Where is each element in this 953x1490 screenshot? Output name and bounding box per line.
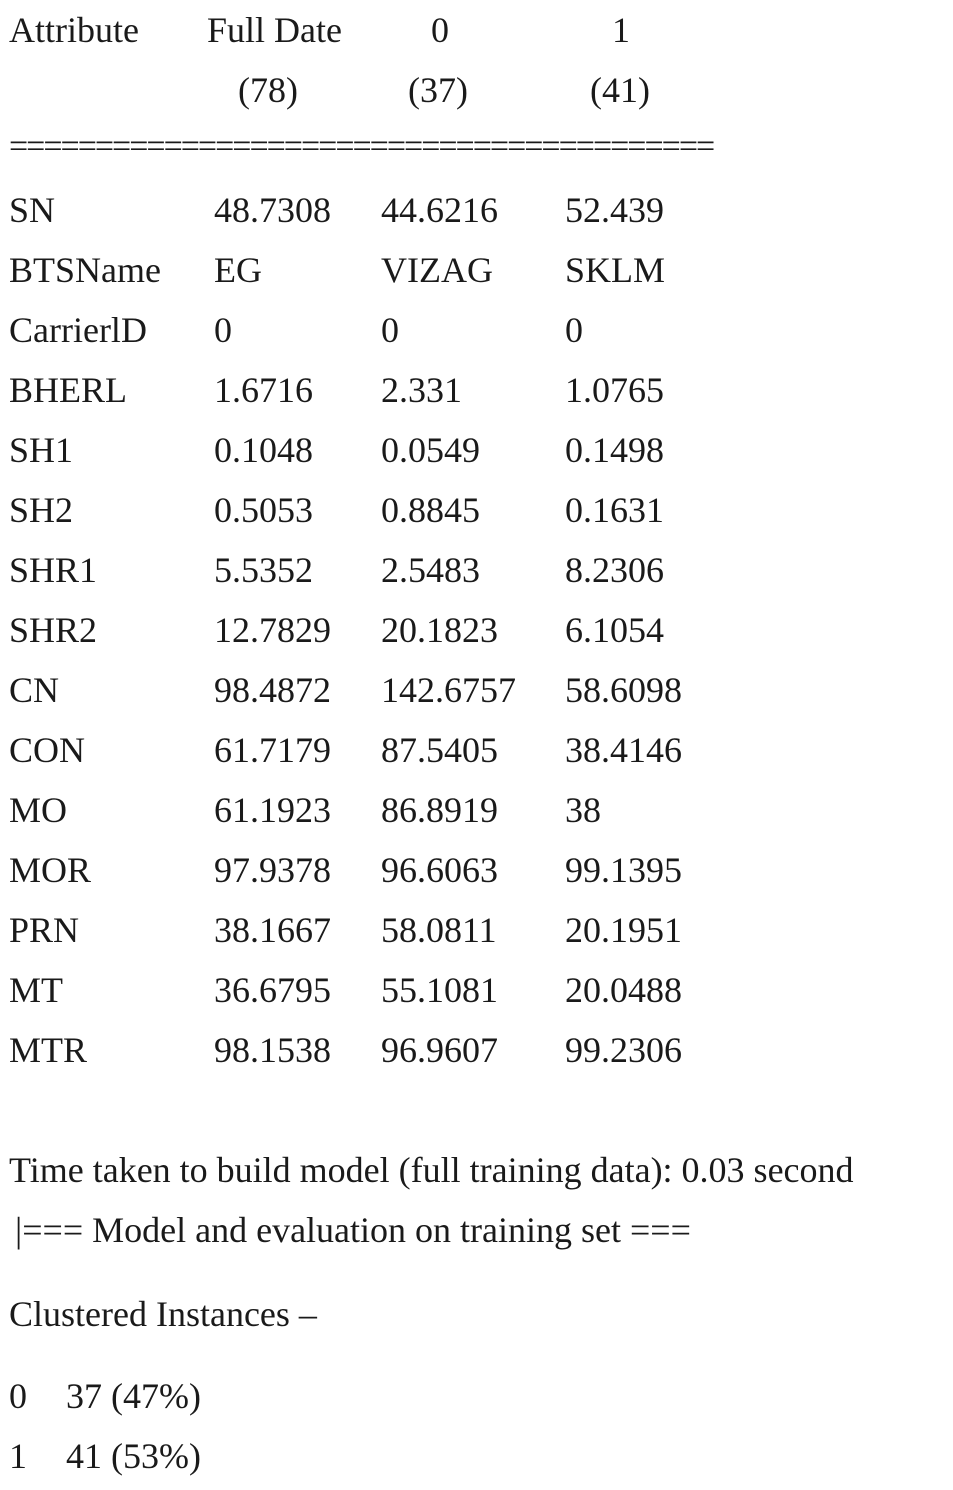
table-row [0, 972, 953, 1012]
cluster-1-value: 8.2306 [565, 550, 664, 590]
cluster-1-value: 58.6098 [565, 670, 682, 710]
cluster-0-value: 0.0549 [381, 430, 480, 470]
cluster-0-value: 0.8845 [381, 490, 480, 530]
full-data-value: 38.1667 [214, 910, 331, 950]
full-data-value: 1.6716 [214, 370, 313, 410]
attribute-name: SHR2 [9, 610, 98, 650]
full-data-value: 97.9378 [214, 850, 331, 890]
table-row [0, 612, 953, 652]
cluster-0-value: 20.1823 [381, 610, 498, 650]
attribute-name: MO [9, 790, 68, 830]
full-data-value: 61.7179 [214, 730, 331, 770]
table-row [0, 852, 953, 892]
header-cluster-0: 0 [431, 10, 449, 50]
attribute-name: CON [9, 730, 86, 770]
cluster-summary: 37 (47%) [66, 1376, 201, 1416]
header-full-data: Full Date [207, 10, 342, 50]
table-row [0, 912, 953, 952]
cluster-0-value: 55.1081 [381, 970, 498, 1010]
cluster-1-value: SKLM [565, 250, 666, 290]
clustered-instances-label: Clustered Instances – [9, 1294, 317, 1334]
full-data-value: 48.7308 [214, 190, 331, 230]
count-full-data: (78) [238, 70, 298, 110]
cluster-1-value: 0.1498 [565, 430, 664, 470]
full-data-value: 0.5053 [214, 490, 313, 530]
table-row [0, 432, 953, 472]
table-row [0, 252, 953, 292]
cluster-0-value: 96.6063 [381, 850, 498, 890]
attribute-name: SHR1 [9, 550, 98, 590]
attribute-name: CN [9, 670, 60, 710]
attribute-name: SN [9, 190, 56, 230]
table-row [0, 372, 953, 412]
full-data-value: 0.1048 [214, 430, 313, 470]
cluster-1-value: 6.1054 [565, 610, 664, 650]
cluster-1-value: 20.0488 [565, 970, 682, 1010]
full-data-value: 5.5352 [214, 550, 313, 590]
time-taken-line: Time taken to build model (full training data): 0.03 second [9, 1150, 854, 1190]
table-row [0, 1032, 953, 1072]
evaluation-heading: |=== Model and evaluation on training set === [15, 1210, 691, 1250]
table-row [0, 312, 953, 352]
cluster-1-value: 38.4146 [565, 730, 682, 770]
full-data-value: 98.1538 [214, 1030, 331, 1070]
attribute-name: CarrierlD [9, 310, 147, 350]
full-data-value: 36.6795 [214, 970, 331, 1010]
cluster-id: 0 [9, 1376, 27, 1416]
cluster-1-value: 20.1951 [565, 910, 682, 950]
count-cluster-1: (41) [590, 70, 650, 110]
table-row [0, 672, 953, 712]
cluster-1-value: 52.439 [565, 190, 664, 230]
full-data-value: 12.7829 [214, 610, 331, 650]
attribute-name: SH1 [9, 430, 74, 470]
attribute-name: MT [9, 970, 63, 1010]
attribute-name: SH2 [9, 490, 74, 530]
attribute-name: MTR [9, 1030, 88, 1070]
table-row [0, 552, 953, 592]
full-data-value: 0 [214, 310, 232, 350]
count-cluster-0: (37) [408, 70, 468, 110]
full-data-value: 61.1923 [214, 790, 331, 830]
cluster-0-value: 142.6757 [381, 670, 516, 710]
cluster-1-value: 1.0765 [565, 370, 664, 410]
attribute-name: BHERL [9, 370, 128, 410]
cluster-0-value: 87.5405 [381, 730, 498, 770]
attribute-name: MOR [9, 850, 92, 890]
table-row [0, 492, 953, 532]
cluster-0-value: 86.8919 [381, 790, 498, 830]
cluster-0-value: 2.331 [381, 370, 462, 410]
attribute-name: PRN [9, 910, 80, 950]
cluster-1-value: 0.1631 [565, 490, 664, 530]
table-row [0, 732, 953, 772]
cluster-1-value: 99.2306 [565, 1030, 682, 1070]
cluster-0-value: 96.9607 [381, 1030, 498, 1070]
cluster-0-value: 0 [381, 310, 399, 350]
table-row [0, 792, 953, 832]
cluster-summary: 41 (53%) [66, 1436, 201, 1476]
header-cluster-1: 1 [612, 10, 630, 50]
cluster-1-value: 38 [565, 790, 601, 830]
cluster-1-value: 99.1395 [565, 850, 682, 890]
full-data-value: 98.4872 [214, 670, 331, 710]
cluster-id: 1 [9, 1436, 27, 1476]
header-attribute: Attribute [9, 10, 139, 50]
table-row [0, 192, 953, 232]
cluster-0-value: 44.6216 [381, 190, 498, 230]
cluster-0-value: VIZAG [381, 250, 493, 290]
cluster-0-value: 58.0811 [381, 910, 497, 950]
separator-line: ========================================= [9, 128, 714, 165]
cluster-0-value: 2.5483 [381, 550, 480, 590]
attribute-name: BTSName [9, 250, 161, 290]
cluster-1-value: 0 [565, 310, 583, 350]
full-data-value: EG [214, 250, 262, 290]
